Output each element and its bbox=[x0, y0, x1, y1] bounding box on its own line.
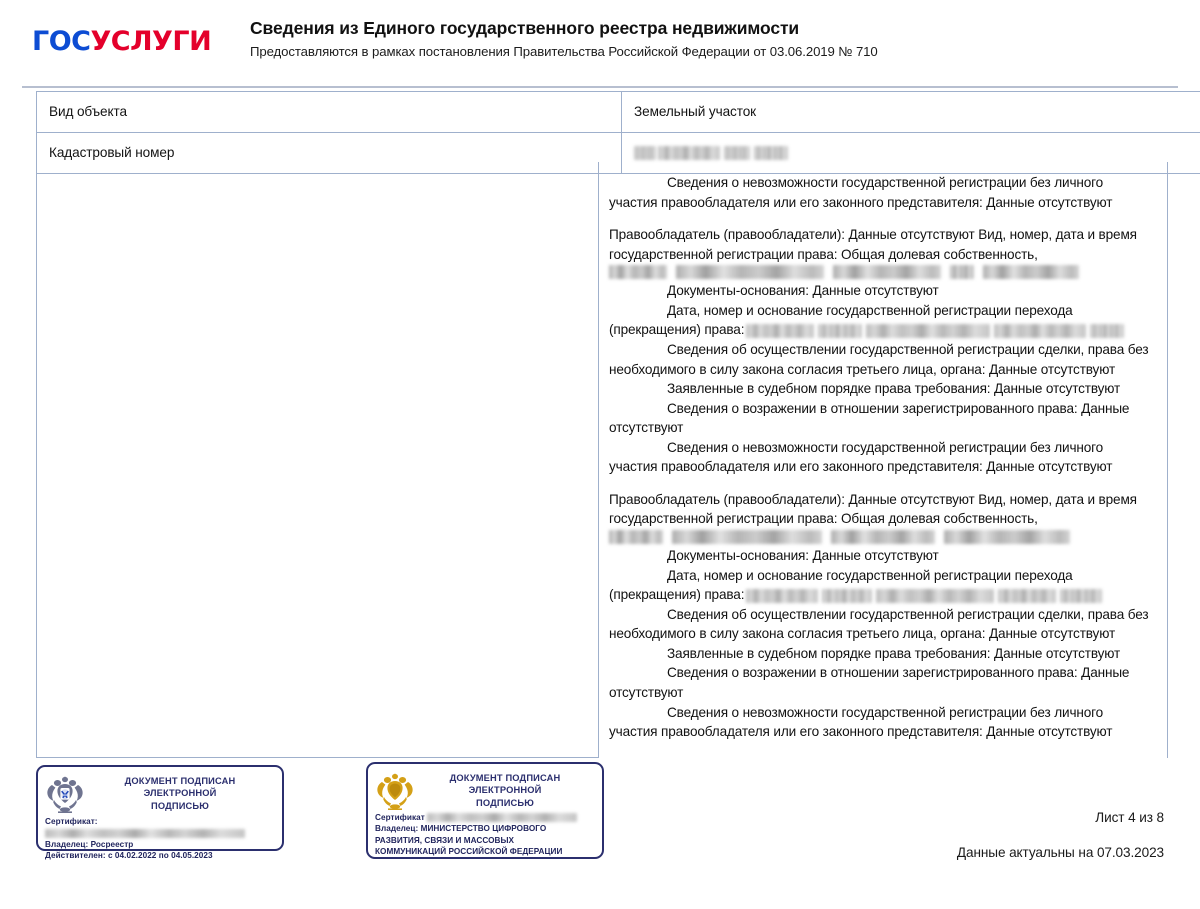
stamp-heading-line-3: ПОДПИСЬЮ bbox=[476, 797, 534, 808]
header-divider bbox=[22, 86, 1178, 88]
redaction-bar bbox=[1060, 589, 1102, 603]
stamp-certificate-label: Сертификат: bbox=[45, 817, 98, 826]
redaction-bar bbox=[754, 146, 788, 160]
footer-data-actual-date: Данные актуальны на 07.03.2023 bbox=[956, 845, 1164, 860]
paragraph-judicial-claims-1: Заявленные в судебном порядке права требования: Данные отсутствуют bbox=[667, 381, 1121, 397]
paragraph-transfer-registration-2 bbox=[609, 566, 1155, 605]
content-cell-right-text bbox=[599, 162, 1167, 758]
russian-coat-of-arms-icon bbox=[375, 770, 415, 812]
gosuslugi-logo bbox=[32, 28, 211, 55]
table-cell-label-object-type: Вид объекта bbox=[37, 92, 622, 133]
transfer-label-2: Дата, номер и основание государственной регистрации перехода (прекращения) права: bbox=[609, 567, 1073, 603]
redaction-bar bbox=[833, 265, 941, 279]
stamp-validity-row: Действителен: с 04.02.2022 по 04.05.2023 bbox=[45, 850, 213, 860]
stamp-heading-line-1: ДОКУМЕНТ ПОДПИСАН bbox=[124, 776, 236, 786]
paragraph-owner-lead-1: Правообладатель (правообладатели): Данные отсутствуют Вид, номер, дата и время государственной регистрации права: Общая долевая собственность, bbox=[609, 227, 1137, 262]
redaction-bar bbox=[746, 589, 818, 603]
paragraph-deal-registration-1: Сведения об осуществлении государственной регистрации сделки, права без необходимого в силу закона согласия третьего лица, органа: Данные отсутствуют bbox=[609, 341, 1149, 377]
stamp-heading-left bbox=[85, 772, 275, 812]
paragraph-no-personal-participation-2: Сведения о невозможности государственной регистрации без личного участия правообладателя или его законного представителя: Данные отсутствуют bbox=[609, 704, 1113, 740]
page-title: Сведения из Единого государственного реестра недвижимости bbox=[250, 18, 800, 38]
redaction-bar bbox=[944, 530, 1070, 544]
table-row bbox=[37, 92, 1200, 133]
redaction-bar bbox=[866, 324, 990, 338]
paragraph-objection-1: Сведения о возражении в отношении зарегистрированного права: Данные отсутствуют bbox=[609, 400, 1130, 436]
document-header bbox=[0, 0, 1200, 80]
stamp-heading-line-2: ЭЛЕКТРОННОЙ bbox=[143, 788, 217, 799]
stamp-certificate-label: Сертификат bbox=[375, 813, 425, 822]
paragraph-deal-registration-2: Сведения об осуществлении государственной регистрации сделки, права без необходимого в силу закона согласия третьего лица, органа: Данные отсутствуют bbox=[609, 606, 1149, 642]
stamp-owner-label: Владелец: bbox=[45, 839, 89, 849]
stamp-owner-label: Владелец: bbox=[375, 824, 419, 834]
stamp-fields-right bbox=[375, 812, 595, 857]
registry-content-box bbox=[36, 162, 1168, 758]
stamp-heading-line-2: ЭЛЕКТРОННОЙ bbox=[468, 785, 542, 796]
stamp-heading-line-1: ДОКУМЕНТ ПОДПИСАН bbox=[449, 773, 561, 783]
redaction-bar bbox=[983, 265, 1079, 279]
electronic-signature-stamp-mincifry bbox=[366, 762, 604, 859]
table-cell-label-cadastral-number: Кадастровый номер bbox=[37, 133, 622, 174]
stamp-top-row bbox=[375, 769, 595, 812]
redaction-bar bbox=[427, 813, 577, 822]
paragraph-judicial-claims-2: Заявленные в судебном порядке права требования: Данные отсутствуют bbox=[667, 645, 1121, 661]
redaction-bar bbox=[658, 146, 720, 160]
paragraph-objection-2: Сведения о возражении в отношении зарегистрированного права: Данные отсутствуют bbox=[609, 665, 1130, 700]
electronic-signature-stamp-rosreestr bbox=[36, 765, 284, 860]
paragraph-no-personal-participation-intro: Сведения о невозможности государственной регистрации без личного участия правообладателя или его законного представителя: Данные отсутствуют bbox=[609, 175, 1113, 210]
redaction-bar bbox=[746, 324, 814, 338]
stamp-heading-right bbox=[415, 769, 595, 809]
redaction-bar bbox=[672, 530, 822, 544]
redaction-bar bbox=[45, 829, 245, 838]
redaction-line-owner-1 bbox=[609, 265, 1155, 279]
footer-sheet-number: Лист 4 из 8 bbox=[1095, 810, 1164, 825]
paragraph-docs-basis-2: Документы-основания: Данные отсутствуют bbox=[667, 548, 939, 563]
redaction-line-owner-2 bbox=[609, 530, 1155, 544]
redaction-bar bbox=[1090, 324, 1124, 338]
paragraph-no-personal-participation-1: Сведения о невозможности государственной регистрации без личного участия правообладателя или его законного представителя: Данные отсутствуют bbox=[609, 439, 1113, 475]
stamp-certificate-value-redacted bbox=[45, 827, 275, 838]
stamp-owner-value: Росреестр bbox=[90, 839, 134, 849]
redaction-bar bbox=[634, 146, 656, 160]
stamp-owner-value-line-3: КОММУНИКАЦИЙ РОССИЙСКОЙ ФЕДЕРАЦИИ bbox=[375, 846, 563, 856]
page-subtitle: Предоставляются в рамках постановления Правительства Российской Федерации от 03.06.2019 № 710 bbox=[250, 43, 878, 59]
stamp-fields-left bbox=[45, 816, 275, 861]
redaction-bar bbox=[724, 146, 750, 160]
redaction-bar bbox=[609, 530, 663, 544]
logo-text-gos: ГОС bbox=[32, 26, 91, 57]
stamp-certificate-row bbox=[375, 812, 595, 823]
header-title-group bbox=[250, 18, 1200, 60]
stamp-owner-row bbox=[375, 823, 595, 834]
redaction-bar bbox=[609, 265, 667, 279]
stamp-owner-row bbox=[45, 839, 275, 850]
redaction-bar bbox=[818, 324, 862, 338]
paragraph-owner-lead-2: Правообладатель (правообладатели): Данные отсутствуют Вид, номер, дата и время государственной регистрации права: Общая долевая собственность, bbox=[609, 491, 1137, 527]
stamp-owner-value-line-2: РАЗВИТИЯ, СВЯЗИ И МАССОВЫХ bbox=[375, 835, 515, 845]
table-cell-value-object-type: Земельный участок bbox=[622, 92, 1200, 133]
redaction-bar bbox=[831, 530, 935, 544]
paragraph-transfer-registration-1 bbox=[609, 301, 1155, 340]
content-border-right bbox=[1167, 162, 1168, 758]
redaction-bar bbox=[822, 589, 872, 603]
redaction-bar bbox=[994, 324, 1086, 338]
redaction-bar bbox=[950, 265, 974, 279]
redaction-bar bbox=[676, 265, 824, 279]
stamp-heading-line-3: ПОДПИСЬЮ bbox=[151, 800, 209, 811]
stamp-owner-value-line-1: МИНИСТЕРСТВО ЦИФРОВОГО bbox=[420, 824, 547, 834]
russian-coat-of-arms-icon bbox=[45, 773, 85, 815]
content-cell-left-empty bbox=[37, 162, 598, 758]
logo-text-uslugi: УСЛУГИ bbox=[90, 26, 212, 57]
paragraph-docs-basis-1: Документы-основания: Данные отсутствуют bbox=[667, 283, 939, 299]
transfer-label-1: Дата, номер и основание государственной регистрации перехода (прекращения) права: bbox=[609, 302, 1073, 338]
stamp-top-row bbox=[45, 772, 275, 815]
redaction-bar bbox=[876, 589, 994, 603]
redaction-bar bbox=[998, 589, 1056, 603]
